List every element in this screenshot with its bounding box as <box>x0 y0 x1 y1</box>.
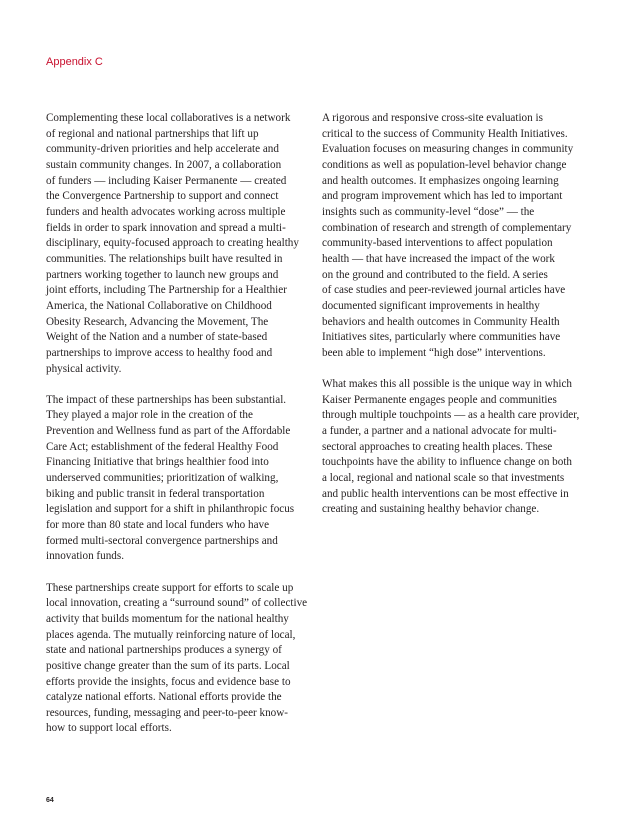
left-column <box>46 111 308 753</box>
paragraph: What makes this all possible is the unique way in which Kaiser Permanente engages people and communities through multiple touchpoints — as a health care provider, a funder, a partner and a national advocate for multi- sectoral approaches to creating health places. These touchpoints have the ability to influence change on both a local, regional and national scale so that investments and public health interventions can be most effective in creating and sustaining healthy behavior change. <box>322 378 580 516</box>
page-number: 64 <box>46 797 54 804</box>
paragraph: These partnerships create support for efforts to scale up local innovation, creating a “surround sound” of collective activity that builds momentum for the national healthy places agenda. The mutually reinforcing nature of local, state and national partnerships produces a synergy of positive change greater than the sum of its parts. Local efforts provide the insights, focus and evidence base to catalyze national efforts. National efforts provide the resources, funding, messaging and peer-to-peer know- how to support local efforts. <box>46 581 308 735</box>
right-column <box>322 111 584 534</box>
paragraph: The impact of these partnerships has been substantial. They played a major role in the creation of the Prevention and Wellness fund as part of the Affordable Care Act; establishment of the federal Healthy Food Financing Initiative that brings healthier food into underserved communities; prioritization of walking, biking and public transit in federal transportation legislation and support for a shift in philanthropic focus for more than 80 state and local funders who have formed multi-sectoral convergence partnerships and innovation funds. <box>46 393 295 563</box>
paragraph: Complementing these local collaboratives is a network of regional and national partnerships that lift up community-driven priorities and help accelerate and sustain community changes. In 2007, a collaboration of funders — including Kaiser Permanente — created the Convergence Partnership to support and connect funders and health advocates working across multiple fields in order to spark innovation and spread a multi- disciplinary, equity-focused approach to creating healthy communities. The relationships built have resulted in partners working together to launch new groups and joint efforts, including The Partnership for a Healthier America, the National Collaborative on Childhood Obesity Research, Advancing the Movement, The Weight of the Nation and a number of state-based partnerships to improve access to healthy food and physical activity. <box>46 112 299 375</box>
section-label: Appendix C <box>46 56 103 68</box>
paragraph: A rigorous and responsive cross-site evaluation is critical to the success of Community Health Initiatives. Evaluation focuses on measuring changes in community conditions as well as population-level behavior change and health outcomes. It emphasizes ongoing learning and program improvement which has led to important insights such as community-level “dose” — the combination of research and strength of complementary community-based interventions to affect population health — that have increased the impact of the work on the ground and contributed to the field. A series of case studies and peer-reviewed journal articles have documented significant improvements in healthy behaviors and health outcomes in Community Health Initiatives sites, particularly where communities have been able to implement “high dose” interventions. <box>322 112 574 359</box>
